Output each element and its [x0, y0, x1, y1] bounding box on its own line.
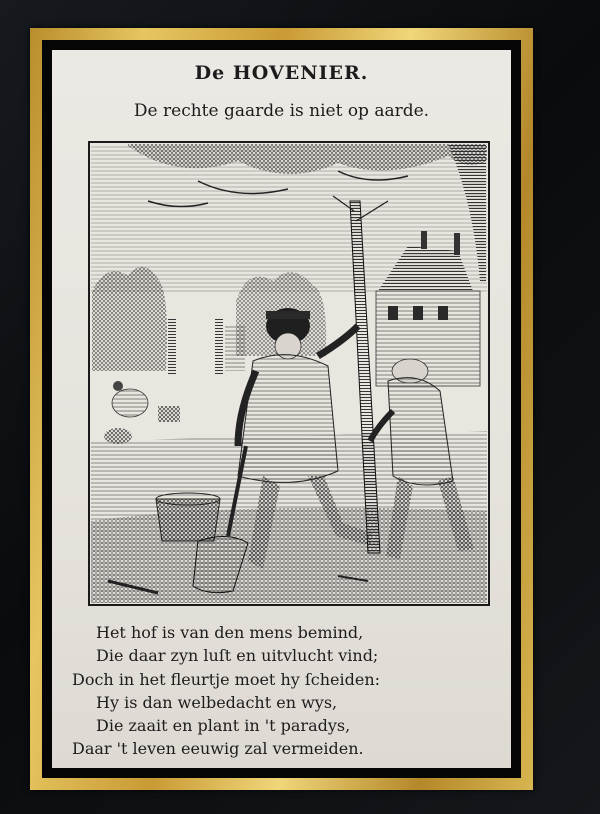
print-motto: De rechte gaarde is niet op aarde.: [133, 101, 430, 121]
poem-line: Hy is dan welbedacht en wys,: [96, 692, 338, 712]
poem-line: Die zaait en plant in 't paradys,: [96, 716, 351, 736]
poem-line: Doch in het fleurtje moet hy ſcheiden:: [72, 669, 381, 689]
poem-verse: [68, 621, 468, 761]
poem-line: Die daar zyn luſt en uitvlucht vind;: [96, 646, 379, 666]
print-title: De HOVENIER.: [194, 62, 369, 84]
poem-line: Het hof is van den mens bemind,: [96, 623, 364, 642]
poem-line: Daar 't leven eeuwig zal vermeiden.: [72, 739, 364, 759]
engraving-illustration: [88, 141, 490, 606]
